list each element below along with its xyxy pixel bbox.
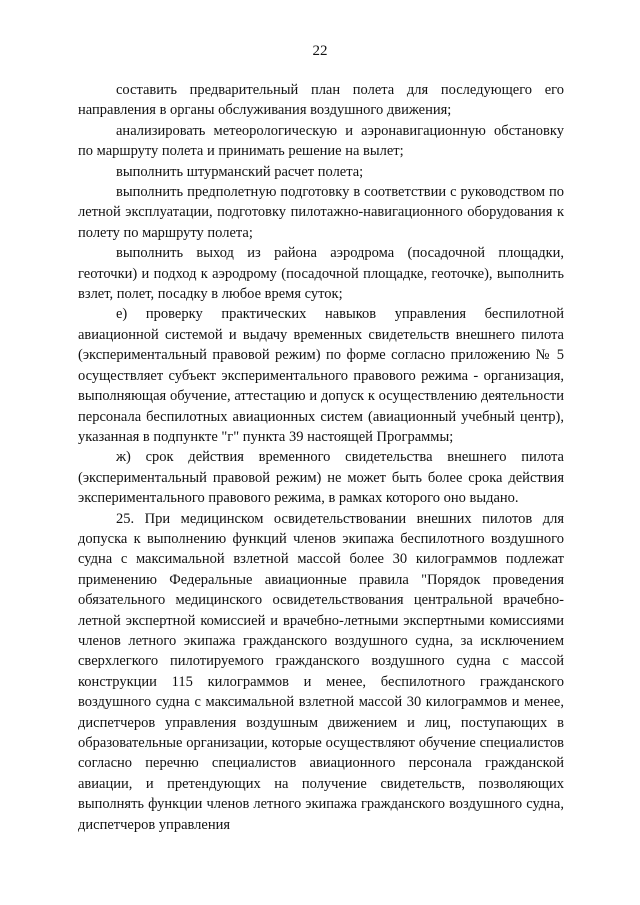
paragraph-item-zh: ж) срок действия временного свидетельства внешнего пилота (экспериментальный правовой режим) не может быть более срока действия экспериментального правового режима, в рамках которого оно выдано.	[78, 449, 564, 507]
paragraph-navigation-calc: выполнить штурманский расчет полета;	[116, 163, 364, 180]
paragraph-preflight-prep: выполнить предполетную подготовку в соответствии с руководством по летной эксплуатации, подготовку пилотажно-навигационного оборудования к полету по маршруту полета;	[78, 184, 564, 241]
paragraph-flight-plan: составить предварительный план полета для последующего его направления в органы обслуживания воздушного движения;	[78, 82, 564, 119]
paragraph-item-e: е) проверку практических навыков управления беспилотной авиационной системой и выдачу временных свидетельств внешнего пилота (экспериментальный правовой режим) по форме согласно приложению № 5 осуществляет субъект экспериментального правового режима - организация, выполняющая обучение, аттестацию и допуск к осуществлению деятельности персонала беспилотных авиационных систем (авиационный учебный центр), указанная в подпункте "г" пункта 39 настоящей Программы;	[78, 306, 564, 445]
paragraph-section-25: 25. При медицинском освидетельствовании внешних пилотов для допуска к выполнению функций членов экипажа беспилотного воздушного судна с максимальной взлетной массой более 30 килограммов подлежат применению Федеральные авиационные правила "Порядок проведения обязательного медицинского освидетельствования центральной врачебно-летной экспертной комиссией и врачебно-летными экспертными комиссиями членов летного экипажа гражданского воздушного судна, за исключением сверхлегкого пилотируемого гражданского воздушного судна с массой конструкции 115 килограммов и менее, беспилотного гражданского воздушного судна с максимальной взлетной массой 30 килограммов и менее, диспетчеров управления воздушным движением и лиц, поступающих в образовательные организации, которые осуществляют обучение специалистов согласно перечню специалистов авиационного персонала гражданской авиации, и претендующих на получение свидетельств, позволяющих выполнять функции членов летного экипажа гражданского воздушного судна, диспетчеров управления	[78, 510, 564, 833]
paragraph-departure-approach: выполнить выход из района аэродрома (посадочной площадки, геоточки) и подход к аэродрому (посадочной площадке, геоточке), выполнить взлет, полет, посадку в любое время суток;	[78, 245, 564, 303]
document-body	[78, 80, 564, 835]
page-number: 22	[312, 43, 328, 59]
paragraph-weather-analysis: анализировать метеорологическую и аэронавигационную обстановку по маршруту полета и принимать решение на вылет;	[78, 122, 564, 160]
